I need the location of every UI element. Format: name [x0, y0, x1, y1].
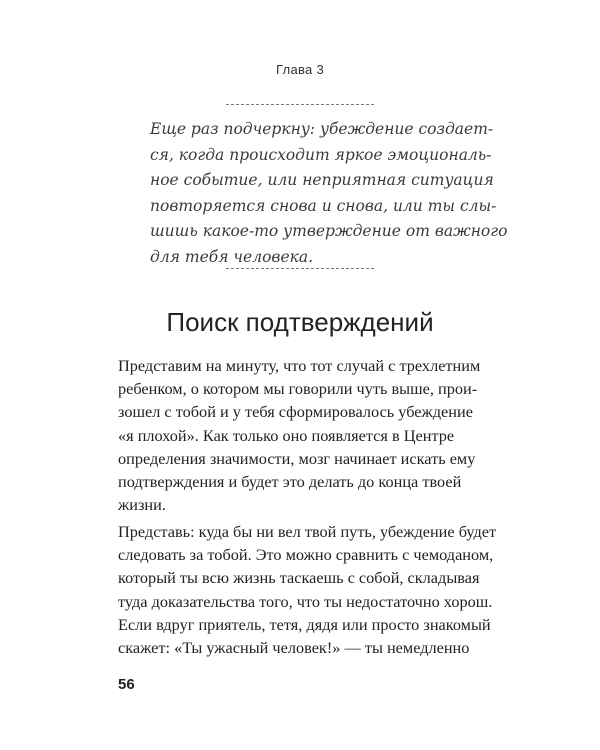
paragraph-line: Представь: куда бы ни вел твой путь, убеждение будет	[118, 522, 497, 541]
paragraph	[118, 520, 497, 659]
quote-line: ся, когда происходит яркое эмоциональ-	[150, 145, 492, 164]
quote-line: Еще раз подчеркну: убеждение создает-	[150, 120, 494, 138]
paragraph-line: Представим на минуту, что тот случай с трехлетним	[118, 356, 481, 375]
paragraph-line: жизни.	[118, 495, 166, 515]
paragraph-line: скажет: «Ты ужасный человек!» — ты немедленно	[118, 638, 470, 658]
quote-line: для тебя человека.	[150, 247, 314, 266]
quote-line: повторяется снова и снова, или ты слы-	[150, 196, 497, 215]
section-title: Поиск подтверждений	[166, 307, 434, 337]
paragraph-line: подтверждения и будет это делать до конца твоей	[118, 472, 462, 492]
quote-top-divider	[226, 104, 374, 105]
paragraph-line: зошел с тобой и у тебя сформировалось убеждение	[118, 402, 473, 422]
running-head: Глава 3	[275, 62, 325, 77]
quote-line: ное событие, или неприятная ситуация	[150, 171, 494, 189]
paragraph-line: Если вдруг приятель, тетя, дядя или просто знакомый	[118, 614, 491, 634]
pull-quote	[150, 117, 508, 270]
paragraph-line: туда доказательства того, что ты недостаточно хорош.	[118, 591, 493, 611]
paragraph-line: определения значимости, мозг начинает искать ему	[118, 448, 476, 468]
paragraph-line: «я плохой». Как только оно появляется в Центре	[118, 425, 455, 445]
quote-bottom-divider	[226, 268, 374, 269]
quote-line: шишь какое-то утверждение от важного	[150, 222, 508, 240]
paragraph	[118, 354, 488, 516]
paragraph-line: следовать за тобой. Это можно сравнить с чемоданом,	[118, 545, 494, 565]
paragraph-line: ребенком, о котором мы говорили чуть выше, прои-	[118, 379, 478, 399]
page-number: 56	[118, 676, 135, 693]
paragraph-line: который ты всю жизнь таскаешь с собой, складывая	[118, 568, 480, 588]
